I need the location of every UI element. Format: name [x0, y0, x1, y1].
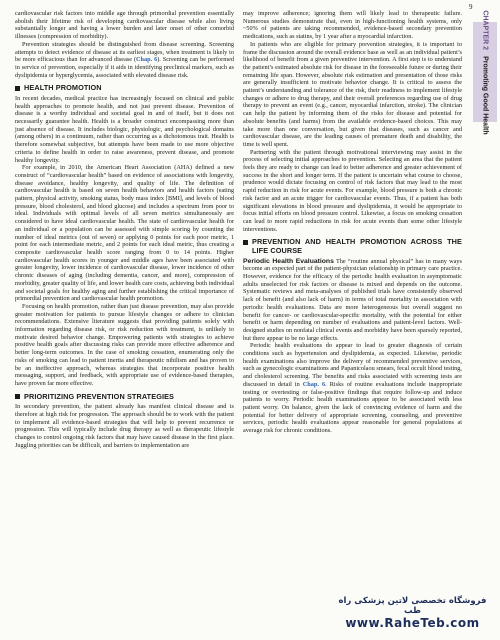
paragraph: cardiovascular risk factors into middle age through primordial prevention essentially abolish their lifetime risk of developing cardiovascular disease while also living substantially longer and having a lower burden and later onset of other comorbid illnesses (compression of morbidity). [15, 10, 234, 41]
section-heading [15, 84, 234, 93]
section-heading [243, 238, 462, 255]
watermark-url[interactable]: www.RaheTeb.com [345, 616, 480, 630]
paragraph: In patients who are eligible for primary prevention strategies, it is important to frame the discussion around the overall evidence base as well as an individual patient’s likelihood of benefit from a given preventive intervention. A first step is to understand the patient’s estimated absolute risk for disease in the foreseeable future or during their remaining life span. However, absolute risk estimation and presentation of those risks are generally insufficient to motivate behavior change. It is critical to assess the patient’s understanding and tolerance of the risk, their readiness to implement lifestyle changes or adhere to drug therapy, and their overall preferences regarding use of drug therapy to prevent an event (e.g., cancer, myocardial infarction, stroke). The clinician can help the patient by informing them of the risks for disease and potential for absolute benefits (and harms) from the available evidence-based choices. This may take more than one conversation, but given that diseases, such as cancer and cardiovascular disease, are the leading causes of premature death and disability, the time is well spent. [243, 40, 462, 148]
chapter-tab [473, 9, 497, 135]
paragraph: Focusing on health promotion, rather than just disease prevention, may also provide greater motivation for patients to pursue lifestyle changes or adhere to clinician recommendations. Extensive literature suggests that providing patients solely with information regarding disease risk, or risk reduction with treatment, is unlikely to motivate desired behavior change. Empowering patients with strategies to achieve positive health goals after discussing risks can provide more effective adherence and better long-term outcomes. In the case of smoking cessation, enumerating only the risks of smoking can lead to patient inertia and therapeutic nihilism and has proven to be an ineffective approach, whereas strategies that incorporate positive health messaging, support, and feedback, with appropriate use of evidence-based therapies, have proven far more effective. [15, 302, 234, 387]
paragraph-text: Periodic health evaluations do appear to lead to greater diagnosis of certain conditions such as hypertension and dyslipidemia, as expected. Likewise, periodic health examinations also improve the delivery of recommended preventive services, such as gynecologic examinations and Papanicolaou smears, fecal occult blood testing, and cholesterol screening. The benefits and risks associated with screening tests are discussed in detail in [243, 342, 462, 388]
heading-text: PREVENTION AND HEALTH PROMOTION ACROSS THE LIFE COURSE [252, 237, 462, 255]
paragraph [15, 41, 234, 80]
heading-bullet-icon [15, 394, 20, 399]
chapter-tab-text [482, 10, 489, 134]
paragraph [243, 342, 462, 434]
paragraph: Partnering with the patient through motivational interviewing may assist in the process of selecting initial approaches to prevention. Selecting an area that the patient feels they are ready to change can lead to better adherence and greater achievement of success in the short and longer term. If the patient is uncertain what course to choose, prudence would dictate focusing on control of risk factors that may lead to the most rapid reduction in risk for acute events. For example, blood pressure is both a chronic risk factor and an acute trigger for cardiovascular events. Thus, if a patient has both significant elevations in blood pressure and dyslipidemia, it would be appropriate to focus initial efforts on blood pressure control. Likewise, a focus on smoking cessation can lead to more rapid reductions in risk for acute events than some other lifestyle interventions. [243, 148, 462, 233]
paragraph-text: ). Screening can be performed in service of prevention, especially if it aids in identifying preclinical markers, such as dyslipidemia or hyperglycemia, associated with elevated disease risk. [15, 56, 234, 79]
heading-bullet-icon [243, 240, 248, 245]
page-number: 9 [469, 3, 473, 11]
chapter-reference-link[interactable]: Chap. 6 [302, 380, 326, 388]
heading-bullet-icon [15, 86, 20, 91]
paragraph [243, 258, 462, 343]
section-heading [15, 393, 234, 402]
heading-text: HEALTH PROMOTION [24, 83, 102, 93]
heading-text: PRIORITIZING PREVENTION STRATEGIES [24, 391, 175, 401]
paragraph: In recent decades, medical practice has increasingly focused on clinical and public health approaches to promote health, and not just prevent disease. Prevention of disease is a worthy individual and societal goal in and of itself, but it does not necessarily guarantee health. Health is a broader construct encompassing more than just absence of disease. It includes biologic, physiologic, and psychological domains (among others) in a continuum, rather than occurring as a dichotomous trait. Health is therefore somewhat subjective, but attempts have been made to use more objective criteria to define health in order to raise awareness, prevent disease, and promote healthy longevity. [15, 94, 234, 164]
right-column [243, 10, 462, 435]
chapter-label: CHAPTER 2 [481, 9, 489, 50]
chapter-reference-link[interactable]: Chap. 6 [136, 56, 158, 64]
paragraph-text: . Risks of routine evaluations include inappropriate testing or overtesting or false-positive findings that require follow-up and induce patients to worry. Periodic health examinations appear to be associated with less patient worry. On balance, given the lack of convincing evidence of harm and the potential for better delivery of appropriate screening, counseling, and preventive services, periodic health evaluations appear reasonable for general populations at average risk for chronic conditions. [243, 380, 463, 435]
chapter-title: Promoting Good Health [481, 55, 489, 135]
paragraph: In secondary prevention, the patient already has manifest clinical disease and is therefore at high risk for progression. The approach should be to work with the patient to implement all evidence-based strategies that will help to prevent recurrence or progression. This will typically include drug therapy as well as therapeutic lifestyle changes to control ongoing risk factors that may have caused disease in the first place. Juggling priorities can be difficult, and barriers to implementation are [15, 403, 234, 449]
watermark [330, 596, 495, 630]
left-column [15, 10, 234, 449]
watermark-persian-text: فروشگاه تخصصی لاتین پزشکی راه طب [338, 596, 487, 616]
paragraph: may improve adherence; ignoring them will likely lead to therapeutic failure. Numerous studies demonstrate that, even in high-functioning health systems, only ~50% of patients are taking recommended, evidence-based secondary prevention medications, such as statins, by 1 year after a myocardial infarction. [243, 10, 462, 41]
paragraph-text: Prevention strategies should be distinguished from disease screening. Screening attempts to detect evidence of disease at its earliest stages, when treatment is likely to be more efficacious than for advanced disease ( [15, 40, 234, 64]
paragraph: For example, in 2010, the American Heart Association (AHA) defined a new construct of “cardiovascular health” based on evidence of associations with longevity, disease avoidance, healthy longevity, and quality of life. The definition of cardiovascular health is based on seven health behaviors and health factors (eating pattern, physical activity, smoking status, body mass index [BMI], and levels of blood pressure, blood cholesterol, and blood glucose) and includes a spectrum from poor to ideal. Individuals with optimal levels of all seven metrics simultaneously are considered to have ideal cardiovascular health. The state of cardiovascular health for an individual or a population can be assessed with simple scoring by counting the number of ideal metrics (out of seven) or applying 0 points for each poor metric, 1 point for each intermediate metric, and 2 points for each ideal metric, thus creating a composite cardiovascular health score ranging from 0 to 14 points. Higher cardiovascular health scores in younger and middle ages have been associated with greater longevity, lower incidence of cardiovascular disease, lower incidence of other chronic diseases of aging (including dementia, cancer, and more), compression of morbidity, greater quality of life, and lower health care costs, achieving both individual and societal goals for healthy aging and further establishing the critical importance of primordial prevention and cardiovascular health promotion. [15, 164, 234, 303]
paragraph-text: The “routine annual physical” has in many ways become an expected part of the patient-physician relationship in primary care practice. However, evidence for the efficacy of the periodic health evaluation in asymptomatic adults unselected for risk factors or disease is mixed and depends on the outcome. Systematic reviews and meta-analyses of published trials have consistently observed lack of benefit (and also lack of harm) in terms of total mortality in association with periodic health evaluations. Data are more heterogeneous but overall suggest no benefit for cancer- or cardiovascular-specific mortality, with the potential for either benefit or harm depending on number of evaluations and patient-level factors. Well-designed studies on nonfatal clinical events and morbidity have been sparsely reported, but there appear to be no large effects. [243, 257, 462, 342]
subheading: Periodic Health Evaluations [243, 257, 334, 265]
